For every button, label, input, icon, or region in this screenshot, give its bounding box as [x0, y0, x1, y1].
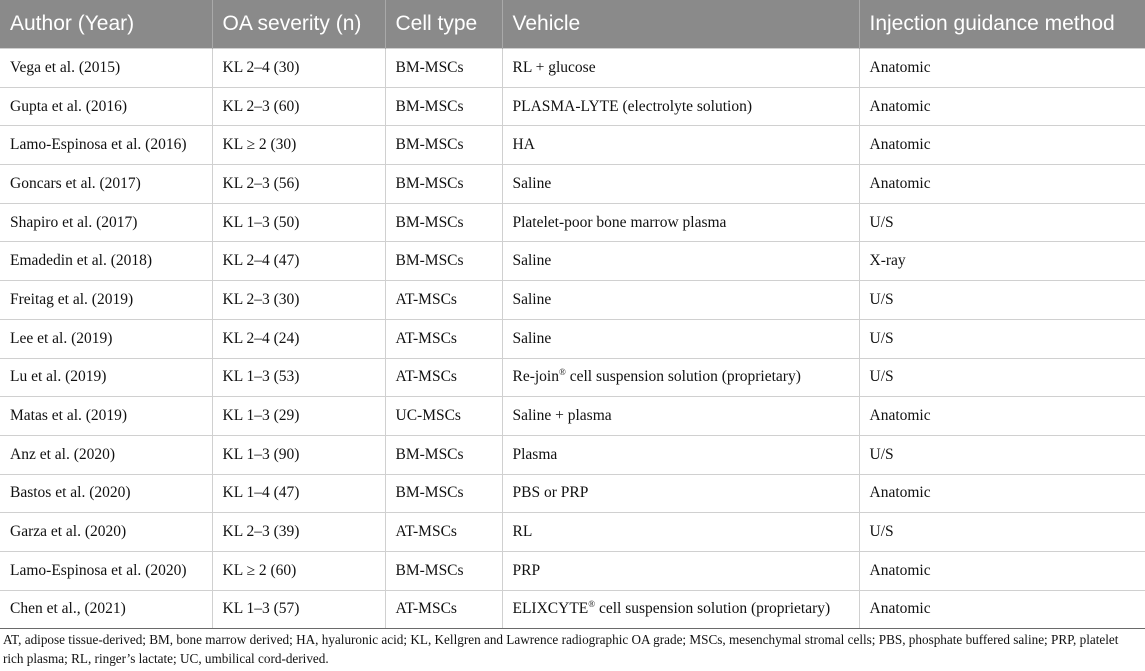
cell-vehicle — [502, 126, 859, 165]
cell-author: Gupta et al. (2016) — [0, 87, 212, 126]
cell-cell-type: AT-MSCs — [385, 358, 502, 397]
cell-guidance: U/S — [859, 435, 1145, 474]
cell-cell-type: BM-MSCs — [385, 551, 502, 590]
cell-author: Matas et al. (2019) — [0, 397, 212, 436]
header-author-year: Author (Year) — [0, 0, 212, 49]
vehicle-text: Saline — [512, 252, 552, 270]
cell-oa-severity: KL 1–3 (29) — [212, 397, 385, 436]
vehicle-suffix: cell suspension solution (proprietary) — [595, 600, 831, 618]
header-vehicle: Vehicle — [502, 0, 859, 49]
table-body — [0, 49, 1145, 629]
cell-author: Anz et al. (2020) — [0, 435, 212, 474]
cell-oa-severity: KL 2–4 (24) — [212, 319, 385, 358]
cell-cell-type: BM-MSCs — [385, 126, 502, 165]
cell-oa-severity: KL 1–3 (53) — [212, 358, 385, 397]
cell-cell-type: UC-MSCs — [385, 397, 502, 436]
table-row — [0, 203, 1145, 242]
header-injection-guidance: Injection guidance method — [859, 0, 1145, 49]
table-row — [0, 49, 1145, 88]
cell-cell-type: BM-MSCs — [385, 49, 502, 88]
cell-vehicle — [502, 435, 859, 474]
cell-vehicle — [502, 590, 859, 629]
vehicle-text: Saline — [512, 290, 552, 308]
table-footnote: AT, adipose tissue-derived; BM, bone marrow derived; HA, hyaluronic acid; KL, Kellgren and Lawrence radiographic OA grade; MSCs, mesenchymal stromal cells; PBS, phosphate buffered saline; PRP, platelet rich plasma; RL, ringer’s lactate; UC, umbilical cord-derived. — [3, 632, 1119, 666]
vehicle-text: Saline — [512, 329, 552, 347]
table-row — [0, 165, 1145, 204]
vehicle-text: Plasma — [512, 445, 558, 463]
cell-cell-type: AT-MSCs — [385, 319, 502, 358]
table-row — [0, 435, 1145, 474]
table-row — [0, 551, 1145, 590]
cell-author: Emadedin et al. (2018) — [0, 242, 212, 281]
vehicle-text: PRP — [512, 561, 541, 579]
cell-guidance: U/S — [859, 513, 1145, 552]
registered-mark: ® — [588, 599, 596, 610]
cell-guidance: Anatomic — [859, 87, 1145, 126]
cell-author: Garza et al. (2020) — [0, 513, 212, 552]
vehicle-text: Saline — [512, 174, 552, 192]
vehicle-text: Platelet-poor bone marrow plasma — [512, 213, 727, 231]
cell-guidance: U/S — [859, 319, 1145, 358]
table-row — [0, 474, 1145, 513]
cell-author: Lu et al. (2019) — [0, 358, 212, 397]
cell-oa-severity: KL 2–3 (60) — [212, 87, 385, 126]
cell-vehicle — [502, 281, 859, 320]
cell-oa-severity: KL ≥ 2 (60) — [212, 551, 385, 590]
cell-oa-severity: KL 2–3 (39) — [212, 513, 385, 552]
cell-vehicle — [502, 87, 859, 126]
cell-author: Chen et al., (2021) — [0, 590, 212, 629]
cell-oa-severity: KL 2–4 (47) — [212, 242, 385, 281]
cell-guidance: Anatomic — [859, 474, 1145, 513]
cell-vehicle — [502, 203, 859, 242]
vehicle-text: PLASMA-LYTE (electrolyte solution) — [512, 97, 753, 115]
cell-guidance: Anatomic — [859, 126, 1145, 165]
header-oa-severity: OA severity (n) — [212, 0, 385, 49]
cell-vehicle — [502, 319, 859, 358]
cell-oa-severity: KL ≥ 2 (30) — [212, 126, 385, 165]
vehicle-text: Saline + plasma — [512, 407, 612, 425]
table-row — [0, 358, 1145, 397]
table-row — [0, 126, 1145, 165]
cell-guidance: Anatomic — [859, 165, 1145, 204]
vehicle-text: ELIXCYTE — [512, 600, 589, 618]
table-row — [0, 87, 1145, 126]
cell-author: Vega et al. (2015) — [0, 49, 212, 88]
cell-guidance: Anatomic — [859, 551, 1145, 590]
cell-cell-type: BM-MSCs — [385, 242, 502, 281]
cell-vehicle — [502, 165, 859, 204]
cell-oa-severity: KL 2–3 (56) — [212, 165, 385, 204]
cell-vehicle — [502, 397, 859, 436]
cell-oa-severity: KL 2–3 (30) — [212, 281, 385, 320]
cell-vehicle — [502, 49, 859, 88]
cell-cell-type: BM-MSCs — [385, 165, 502, 204]
cell-vehicle — [502, 474, 859, 513]
cell-vehicle — [502, 242, 859, 281]
cell-author: Lamo-Espinosa et al. (2020) — [0, 551, 212, 590]
table-row — [0, 590, 1145, 629]
table-header-row — [0, 0, 1145, 49]
vehicle-text: Re-join — [512, 368, 559, 386]
cell-guidance: U/S — [859, 358, 1145, 397]
cell-cell-type: BM-MSCs — [385, 203, 502, 242]
cell-author: Lamo-Espinosa et al. (2016) — [0, 126, 212, 165]
cell-cell-type: AT-MSCs — [385, 513, 502, 552]
cell-cell-type: AT-MSCs — [385, 281, 502, 320]
vehicle-text: RL + glucose — [512, 58, 596, 76]
cell-cell-type: BM-MSCs — [385, 474, 502, 513]
cell-oa-severity: KL 1–4 (47) — [212, 474, 385, 513]
table-row — [0, 513, 1145, 552]
cell-author: Lee et al. (2019) — [0, 319, 212, 358]
cell-guidance: Anatomic — [859, 590, 1145, 629]
cell-oa-severity: KL 1–3 (50) — [212, 203, 385, 242]
cell-author: Goncars et al. (2017) — [0, 165, 212, 204]
vehicle-text: RL — [512, 523, 533, 541]
table-row — [0, 319, 1145, 358]
cell-guidance: Anatomic — [859, 397, 1145, 436]
cell-vehicle — [502, 358, 859, 397]
cell-guidance: U/S — [859, 203, 1145, 242]
cell-vehicle — [502, 513, 859, 552]
cell-oa-severity: KL 1–3 (90) — [212, 435, 385, 474]
cell-author: Shapiro et al. (2017) — [0, 203, 212, 242]
table-row — [0, 397, 1145, 436]
registered-mark: ® — [559, 367, 566, 378]
header-cell-type: Cell type — [385, 0, 502, 49]
cell-guidance: X-ray — [859, 242, 1145, 281]
vehicle-text: HA — [512, 136, 535, 154]
cell-author: Bastos et al. (2020) — [0, 474, 212, 513]
cell-oa-severity: KL 2–4 (30) — [212, 49, 385, 88]
cell-cell-type: BM-MSCs — [385, 435, 502, 474]
cell-cell-type: BM-MSCs — [385, 87, 502, 126]
cell-guidance: Anatomic — [859, 49, 1145, 88]
cell-cell-type: AT-MSCs — [385, 590, 502, 629]
cell-oa-severity: KL 1–3 (57) — [212, 590, 385, 629]
vehicle-suffix: cell suspension solution (proprietary) — [565, 368, 801, 386]
vehicle-text: PBS or PRP — [512, 484, 589, 502]
table-row — [0, 281, 1145, 320]
table-row — [0, 242, 1145, 281]
cell-guidance: U/S — [859, 281, 1145, 320]
cell-author: Freitag et al. (2019) — [0, 281, 212, 320]
cell-vehicle — [502, 551, 859, 590]
